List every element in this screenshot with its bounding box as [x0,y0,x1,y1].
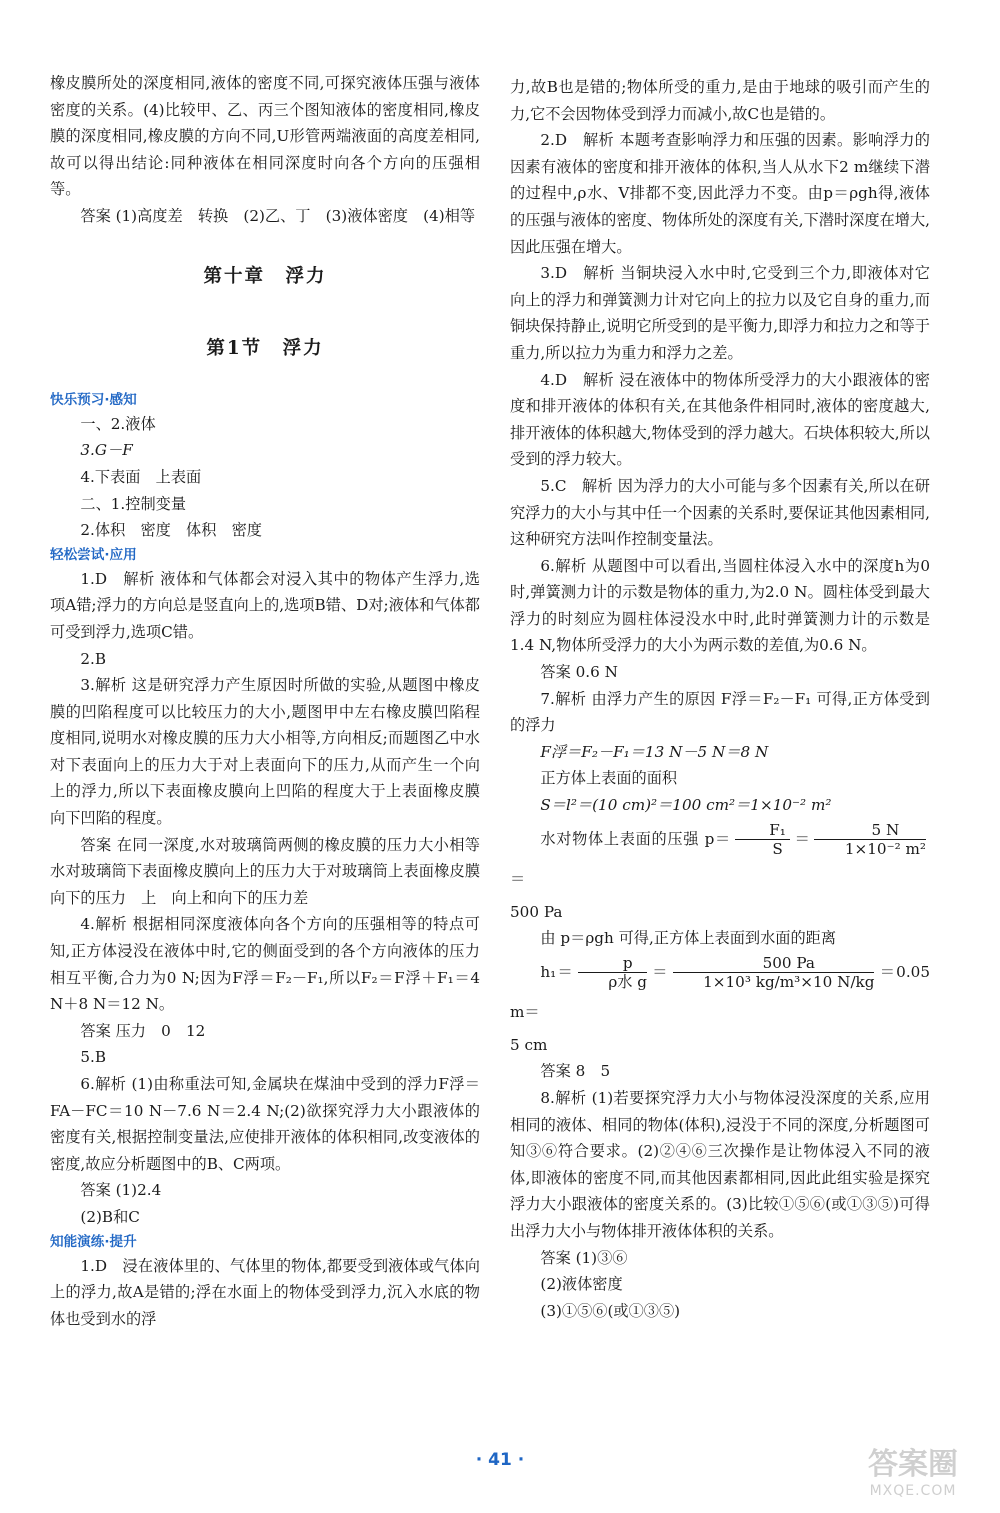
drill-answer: (2)液体密度 [540,1275,623,1294]
equation-depth: h₁＝ $\frac{p}{\text{ρ水 g}}$ ＝ $\frac{500 Pa}{\text{1×10³ kg/m³×10 N/kg}}$ ＝0.05 m＝ [510,954,930,1021]
section-title: 第1节 浮力 [206,338,324,360]
drill-item: 8.解析 (1)若要探究浮力大小与物体浸没深度的关系,应用相同的液体、相同的物体(体积),浸没于不同的深度,分析题图可知③⑥符合要求。(2)②④⑥三次操作是让物体浸入不同的液体,即液体的密度不同,而其他因素都相同,因此此组实验是探究浮力大小跟液体的密度关系的。(3)比较①⑤⑥(或①③⑤)可得出浮力大小与物体排开液体体积的关系。 [510,1089,930,1240]
heading-drill: 知能演练·提升 [50,1233,137,1250]
equation-pressure: 水对物体上表面的压强 p＝ $\frac{\text{F₁}}{S}$ ＝ $\frac{5 N}{\text{1×10⁻² m²}}$ ＝ [510,821,926,888]
preview-item: 4.下表面 上表面 [80,467,202,486]
equation-line: F浮＝F₂－F₁＝13 N－5 N＝8 N [540,742,769,761]
equation-line: 5 cm [510,1035,548,1054]
fraction: $\frac{5 N}{\text{1×10⁻² m²}}$ [814,821,926,858]
watermark-logo: 答案圈 MXQE.COM [868,1447,958,1499]
chapter-title: 第十章 浮力 [203,265,327,287]
fraction: $\frac{500 Pa}{\text{1×10³ kg/m³×10 N/kg}}$ [673,954,875,991]
drill-answer: 答案 0.6 N [540,663,618,682]
drill-answer: 答案 (1)③⑥ [540,1248,628,1267]
left-column [50,70,496,1332]
equation-line: 500 Pa [510,902,563,921]
preview-item: 二、1.控制变量 [80,494,187,513]
drill-item: 5.C 解析 因为浮力的大小可能与多个因素有关,所以在研究浮力的大小与其中任一个因素的关系时,要保证其他因素相同,这种研究方法叫作控制变量法。 [510,476,930,549]
drill-item: 2.D 解析 本题考查影响浮力和压强的因素。影响浮力的因素有液体的密度和排开液体的体积,当人从水下2 m继续下潜的过程中,ρ水、V排都不变,因此浮力不变。由p＝ρgh得,液体的压强与液体的密度、物体所处的深度有关,下潜时深度在增大,因此压强在增大。 [510,131,930,256]
try-item: 5.B [80,1048,107,1067]
try-item: 2.B [80,649,107,668]
heading-try: 轻松尝试·应用 [50,546,137,563]
equation-line: 正方体上表面的面积 [540,769,678,788]
fraction: $\frac{\text{F₁}}{S}$ [735,821,790,858]
fraction: $\frac{p}{\text{ρ水 g}}$ [578,954,647,991]
try-item: 6.解析 (1)由称重法可知,金属块在煤油中受到的浮力F浮＝FA－FC＝10 N－7.6 N＝2.4 N;(2)欲探究浮力大小跟液体的密度有关,根据控制变量法,应使排开液体的体积相同,改变液体的密度,故应分析题图中的B、C两项。 [50,1075,480,1173]
equation-line: 由 p＝ρgh 可得,正方体上表面到水面的距离 [540,929,837,948]
drill-item: 力,故B也是错的;物体所受的重力,是由于地球的吸引而产生的力,它不会因物体受到浮力而减小,故C也是错的。 [510,78,930,123]
preview-item: 一、2.液体 [80,414,156,433]
equation-line: S＝l²＝(10 cm)²＝100 cm²＝1×10⁻² m² [540,796,832,815]
try-item: 4.解析 根据相同深度液体向各个方向的压强相等的特点可知,正方体浸没在液体中时,它的侧面受到的各个方向液体的压力相互平衡,合力为0 N;因为F浮＝F₂－F₁,所以F₂＝F浮＋F₁＝4 N＋8 N＝12 N。 [50,915,480,1014]
try-answer: 答案 在同一深度,水对玻璃筒两侧的橡皮膜的压力大小相等 水对玻璃筒下表面橡皮膜向上的压力大于对玻璃筒上表面橡皮膜向下的压力 上 向上和向下的压力差 [50,835,496,907]
drill-answer: 答案 8 5 [540,1062,611,1081]
drill-item: 6.解析 从题图中可以看出,当圆柱体浸入水中的深度h为0时,弹簧测力计的示数是物体的重力,为2.0 N。圆柱体受到最大浮力的时刻应为圆柱体浸没水中时,此时弹簧测力计的示数是1.4 N,物体所受浮力的大小为两示数的差值,为0.6 N。 [510,556,930,655]
intro-answer: 答案 (1)高度差 转换 (2)乙、丁 (3)液体密度 (4)相等 [80,206,476,225]
try-answer: 答案 (1)2.4 [80,1181,162,1200]
heading-preview: 快乐预习·感知 [50,391,137,408]
right-column [510,74,930,1324]
try-answer: (2)B和C [80,1207,140,1226]
drill-answer: (3)①⑤⑥(或①③⑤) [540,1301,681,1320]
drill-item: 1.D 浸在液体里的、气体里的物体,都要受到液体或气体向上的浮力,故A是错的;浮在水面上的物体受到浮力,沉入水底的物体也受到水的浮 [50,1256,480,1328]
preview-item: 2.体积 密度 体积 密度 [80,521,262,540]
try-item: 1.D 解析 液体和气体都会对浸入其中的物体产生浮力,选项A错;浮力的方向总是竖直向上的,选项B错、D对;液体和气体都可受到浮力,选项C错。 [50,569,480,641]
preview-item: 3.G－F [80,441,133,460]
intro-paragraph: 橡皮膜所处的深度相同,液体的密度不同,可探究液体压强与液体密度的关系。(4)比较甲、乙、丙三个图知液体的密度相同,橡皮膜的深度相同,橡皮膜的方向不同,U形管两端液面的高度差相同,故可以得出结论:同种液体在相同深度时向各个方向的压强相等。 [50,74,480,199]
try-item: 3.解析 这是研究浮力产生原因时所做的实验,从题图中橡皮膜的凹陷程度可以比较压力的大小,题图甲中左右橡皮膜凹陷程度相同,说明水对橡皮膜的压力大小相等,方向相反;而题图乙中水对下表面向上的压力大于对上表面向下的压力,从而产生一个向上的浮力,所以下表面橡皮膜向上凹陷的程度大于上表面橡皮膜向下凹陷的程度。 [50,676,480,828]
drill-item: 4.D 解析 浸在液体中的物体所受浮力的大小跟液体的密度和排开液体的体积有关,在其他条件相同时,液体的密度越大,排开液体的体积越大,物体受到的浮力越大。石块体积较大,所以受到的浮力较大。 [510,370,930,469]
page-number: · 41 · [475,1450,525,1470]
drill-item: 7.解析 由浮力产生的原因 F浮＝F₂－F₁ 可得,正方体受到的浮力 [510,689,930,735]
drill-item: 3.D 解析 当铜块浸入水中时,它受到三个力,即液体对它向上的浮力和弹簧测力计对它向上的拉力以及它自身的重力,而铜块保持静止,说明它所受到的是平衡力,即浮力和拉力之和等于重力,所以拉力为重力和浮力之差。 [510,264,930,362]
try-answer: 答案 压力 0 12 [80,1021,206,1040]
